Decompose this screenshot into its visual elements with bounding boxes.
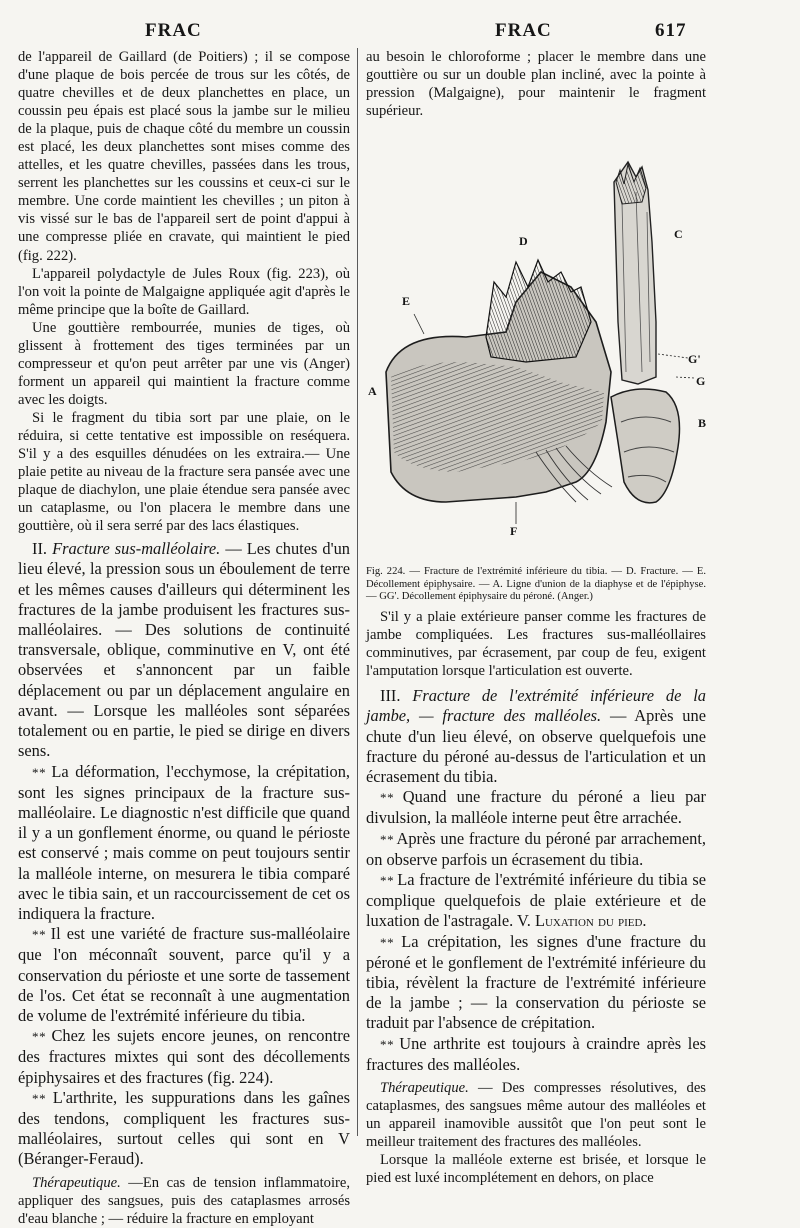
bone-illustration xyxy=(366,122,706,562)
section-sus-malleolaire: II. Fracture sus-malléolaire. — Les chutes d'un lieu élevé, la pression sous un éboulement de terre et les mêmes causes d'ailleurs qui déterminent les fractures de la jambe produisent les fractures sus-malléolaires. — Des solutions de continuité transversale, oblique, comminutive en V, ont été observées et s'annoncent par un faible déplacement ou par un déplacement angulaire en avant. — Lorsque les malléoles sont séparées totalement ou en partie, le pied se dirige en divers sens. xyxy=(18,539,350,761)
asterism-mark xyxy=(380,935,393,950)
asterism-mark xyxy=(32,765,45,780)
paragraph-variete: * * Il est une variété de fracture sus-malléolaire que l'on méconnaît souvent, parce qu'il y a conservation du périoste et une sorte de tassement de l'os. Cet état se reconnaît à une augmentation de volume de l'extrémité inférieure du tibia. xyxy=(18,924,350,1026)
figure-label-c: C xyxy=(674,227,683,242)
paragraph-jules-roux: L'appareil polydactyle de Jules Roux (fig. 223), où l'on voit la pointe de Malgaigne appliquée agit d'après le même principe que la boîte de Gaillard. xyxy=(18,265,350,318)
paragraph-therapeutique-malleoles: Thérapeutique. — Des compresses résolutives, des cataplasmes, des sangsues même autour des malléoles et un appareil inamovible aussitôt que l'on peut sont le meilleur traitement des fractures des malléoles. xyxy=(366,1080,706,1151)
paragraph-gaillard: de l'appareil de Gaillard (de Poitiers) ; il se compose d'une plaque de bois percée de trous sur les côtés, de quatre chevilles et de deux planchettes en place, un coussin peu épais est placé sous la jambe sur le milieu de la plaque, puis de chaque côté du membre un coussin est placé, les deux planchettes sont mises comme des attelles, et les quatre chevilles, passées dans les trous, serrent les planchettes sur les coussins et ceux-ci sur le membre. Une corde maintient les chevilles ; un piton à vis vissé sur le bas de l'appareil sert de point d'appui à une compresse pliée en cravate, qui maintient le pied (fig. 222). xyxy=(18,49,350,264)
paragraph-arrachement: * * Après une fracture du péroné par arrachement, on observe parfois un écrasement du tibia. xyxy=(366,829,706,870)
paragraph-luxation: * * La fracture de l'extrémité inférieure du tibia se complique quelquefois de plaie extérieure et de luxation de l'astragale. V. Luxation du pied. xyxy=(366,870,706,932)
figure-label-e: E xyxy=(402,294,411,309)
figure-label-a: A xyxy=(368,384,377,399)
therapy-label: Thérapeutique. xyxy=(32,1174,121,1191)
column-rule xyxy=(357,48,358,1136)
running-header xyxy=(0,20,800,46)
running-head-left: FRAC xyxy=(145,20,202,41)
section-extremite-inferieure: III. Fracture de l'extrémité inférieure de la jambe, — fracture des malléoles. — Après une chute d'un lieu élevé, on observe quelquefois une fracture du péroné au-dessus de l'articulation et un écrasement du tibia. xyxy=(366,686,706,786)
paragraph-plaie: Si le fragment du tibia sort par une plaie, on le réduira, si cette tentative est impossible on reséquera. S'il y a des esquilles dénudées on les extraira.— Une plaie petite au niveau de la fracture sera pansée avec une plaque de diachylon, une plaie étendue sera pansée avec un cataplasme, ou l'on placera le membre dans une gouttière, où il sera serré par des lacs élastiques. xyxy=(18,409,350,535)
paragraph-sujets-jeunes: * * Chez les sujets encore jeunes, on rencontre des fractures mixtes qui sont des décollements épiphysaires et des fractures (fig. 224). xyxy=(18,1026,350,1088)
asterism-mark xyxy=(32,927,45,942)
figure-224 xyxy=(366,122,706,562)
paragraph-divulsion: * * Quand une fracture du péroné a lieu par divulsion, la malléole interne peut être arrachée. xyxy=(366,787,706,828)
section-title: Fracture sus-malléolaire. xyxy=(52,539,221,559)
figure-label-d: D xyxy=(519,234,528,249)
page-number: 617 xyxy=(655,20,687,41)
paragraph-diagnostic: * * La déformation, l'ecchymose, la crépitation, sont les signes principaux de la fracture sus-malléolaire. Le diagnostic n'est difficile que quand il y a un gonflement énorme, ou quand le périoste est conservé ; mais comme on peut toujours sentir la malléole interne, on mesurera le tibia comparé avec le tibia sain, et un raccourcissement de cet os indiquera la fracture. xyxy=(18,762,350,925)
paragraph-crepitation: * * La crépitation, les signes d'une fracture du péroné et le gonflement de l'extrémité inférieure du tibia, révèlent la fracture de l'extrémité inférieure de la jambe ; — la conservation du périoste se traduit par l'absence de crépitation. xyxy=(366,932,706,1034)
paragraph-plaie-exterieure: S'il y a plaie extérieure panser comme les fractures de jambe compliquées. Les fractures sus-malléollaires comminutives, par écrasement, par coup de feu, exigent l'amputation lorsque l'articulation est ouverte. xyxy=(366,608,706,680)
running-head-center: FRAC xyxy=(495,20,552,41)
section-number: II. xyxy=(32,539,48,559)
figure-label-f: F xyxy=(510,524,518,539)
figure-label-g: G xyxy=(696,374,706,389)
paragraph-arthrite-malleoles: * * Une arthrite est toujours à craindre après les fractures des malléoles. xyxy=(366,1034,706,1075)
paragraph-arthrite: * * L'arthrite, les suppurations dans les gaînes des tendons, compliquent les fractures sus-malléolaires, surtout celles qui sont en V (Béranger-Feraud). xyxy=(18,1088,350,1170)
figure-caption: Fig. 224. — Fracture de l'extrémité inférieure du tibia. — D. Fracture. — E. Décollement épiphysaire. — A. Ligne d'union de la diaphyse et de l'épiphyse. — GG'. Décollement épiphysaire du péroné. (Anger.) xyxy=(366,566,706,603)
paragraph-therapeutique: Thérapeutique. —En cas de tension inflammatoire, appliquer des sangsues, puis des cataplasmes arrosés d'eau blanche ; — réduire la fracture en employant xyxy=(18,1174,351,1227)
asterism-mark xyxy=(380,1037,393,1052)
section-number: III. xyxy=(380,686,401,706)
right-column xyxy=(366,48,706,1187)
asterism-mark xyxy=(32,1029,45,1044)
section-title: Fracture de l'extrémité inférieure de la jambe, — fracture des malléoles. xyxy=(366,686,706,726)
asterism-mark xyxy=(32,1091,45,1106)
cross-reference-cont: pied. xyxy=(617,911,647,931)
paragraph-chloroforme: au besoin le chloroforme ; placer le membre dans une gouttière ou sur un double plan incliné, avec la pointe à pression (Malgaigne), pour maintenir le fragment supérieur. xyxy=(366,49,706,120)
figure-label-b: B xyxy=(698,416,707,431)
therapy-label: Thérapeutique. xyxy=(380,1080,469,1097)
asterism-mark xyxy=(380,832,393,847)
paragraph-malleole-externe: Lorsque la malléole externe est brisée, et lorsque le pied est luxé incomplétement en dehors, on place xyxy=(366,1152,706,1187)
figure-label-g-prime: G' xyxy=(688,352,701,367)
cross-reference: Luxation du xyxy=(534,911,614,931)
left-column xyxy=(18,48,350,1228)
asterism-mark xyxy=(380,873,393,888)
asterism-mark xyxy=(380,790,393,805)
paragraph-gouttiere: Une gouttière rembourrée, munies de tiges, où glissent à frottement des tiges terminées par un compresseur et qu'on peut arrêter par une vis (Anger) forment un appareil qui maintient la fracture comme avec les doigts. xyxy=(18,319,350,408)
